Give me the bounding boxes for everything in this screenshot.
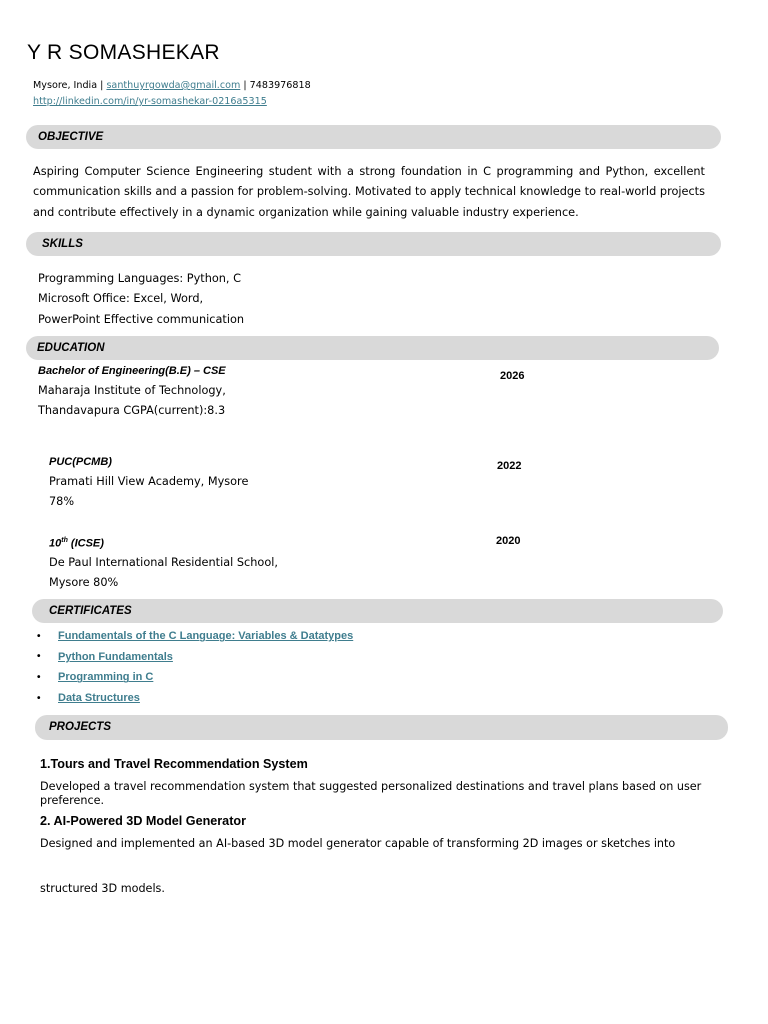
bullet-icon: • [37,651,41,663]
skills-list [38,269,244,330]
location-text: Mysore, India | [33,80,107,91]
education-heading: EDUCATION [37,342,105,354]
score-line: Thandavapura CGPA(current):8.3 [38,404,226,418]
certificate-item [37,688,353,709]
skills-section-bar [26,232,721,256]
bullet-icon: • [37,671,41,683]
institution-line: Maharaja Institute of Technology, [38,384,226,397]
email-link[interactable]: santhuyrgowda@gmail.com [106,80,241,91]
certificates-list [37,626,353,708]
degree-details [38,381,226,422]
certificate-item [37,647,353,668]
skill-line: Microsoft Office: Excel, Word, [38,292,204,306]
certificate-link[interactable]: Fundamentals of the C Language: Variables & Datatypes [58,630,354,643]
institution-line: De Paul International Residential School, [49,556,278,569]
icse-details [49,553,278,594]
degree-title: Bachelor of Engineering(B.E) – CSE [38,365,226,377]
objective-heading: OBJECTIVE [38,131,104,143]
candidate-name: Y R SOMASHEKAR [27,41,220,64]
project-description: Designed and implemented an AI-based 3D model generator capable of transforming 2D images or sketches into structured 3D models. [40,837,676,895]
bullet-icon: • [37,630,41,642]
score-line: 78% [49,495,75,509]
certificate-item [37,667,353,688]
education-section-bar [26,336,719,360]
objective-text: Aspiring Computer Science Engineering student with a strong foundation in C programming and Python, excellent communication skills and a passion for problem-solving. Motivated to apply technical knowledge to real-world projects and contribute effectively in a dynamic organization while gaining valuable industry experience. [33,165,705,219]
skill-line: Programming Languages: Python, C [38,272,241,285]
project-title: 1.Tours and Travel Recommendation System [40,757,308,771]
degree-year: 2026 [500,370,525,382]
contact-line [33,79,311,93]
skill-line: PowerPoint Effective communication [38,312,245,326]
certificate-item [37,626,353,647]
certificate-link[interactable]: Data Structures [58,692,140,705]
puc-title: PUC(PCMB) [49,456,112,468]
certificate-link[interactable]: Programming in C [58,671,154,684]
puc-details [49,472,248,513]
objective-section-bar [26,125,721,149]
certificates-heading: CERTIFICATES [49,605,132,617]
bullet-icon: • [37,692,41,704]
phone-text: | 7483976818 [240,80,311,91]
icse-title: 10th (ICSE) [49,537,104,550]
projects-section-bar [35,715,728,740]
project-title: 2. AI-Powered 3D Model Generator [40,814,246,828]
certificate-link[interactable]: Python Fundamentals [58,650,173,663]
projects-heading: PROJECTS [49,721,111,733]
institution-line: Pramati Hill View Academy, Mysore [49,475,249,488]
skills-heading: SKILLS [42,238,83,250]
linkedin-link[interactable]: http://linkedin.com/in/yr-somashekar-0216a5315 [33,96,267,107]
icse-year: 2020 [496,535,521,547]
project-description: Developed a travel recommendation system that suggested personalized destinations and travel plans based on user preference. [40,780,702,807]
puc-year: 2022 [497,460,522,472]
certificates-section-bar [32,599,723,623]
score-line: Mysore 80% [49,576,119,590]
